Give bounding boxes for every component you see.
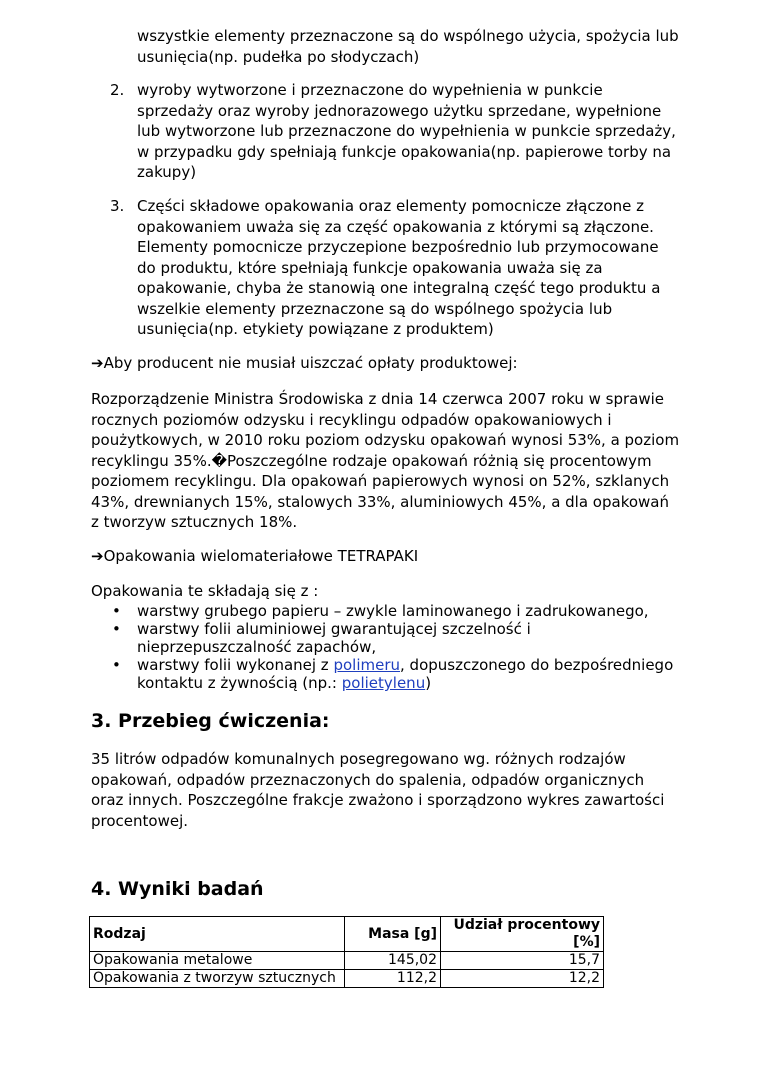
table-cell: 12,2 (441, 970, 604, 988)
bullet-text: warstwy folii wykonanej z (137, 656, 334, 674)
bullet-item-aluminium: warstwy folii aluminiowej gwarantującej szczelność i nieprzepuszczalność zapachów, (137, 620, 531, 656)
tetrapak-note-text: Opakowania wielomateriałowe TETRAPAKI (103, 547, 419, 565)
table-cell: 112,2 (345, 970, 441, 988)
producer-note (91, 353, 681, 374)
table-cell: 145,02 (345, 952, 441, 970)
list-item-3: Części składowe opakowania oraz elementy pomocnicze złączone z opakowaniem uważa się za część opakowania z którymi są złączone. Elementy pomocnicze przyczepione bezpośrednio lub przymocowane do produktu, które spełniają funkcje opakowania uważa się za opakowanie, chyba że stanowią one integralną część tego produktu a wszelkie elementy przeznaczone są do wspólnego spożycia lub usunięcia(np. etykiety powiązane z produktem) (137, 197, 661, 338)
tetrapak-intro: Opakowania te składają się z : (91, 582, 319, 600)
list-number-2: 2. (110, 81, 125, 99)
list-item-2: wyroby wytworzone i przeznaczone do wypełnienia w punkcie sprzedaży oraz wyroby jednorazowego użytku sprzedane, wypełnione lub wytworzone lub przeznaczone do wypełnienia w punkcie sprzedaży, w przypadku gdy spełniają funkcje opakowania(np. papierowe torby na zakupy) (137, 81, 676, 181)
bullet-item-paper: warstwy grubego papieru – zwykle laminowanego i zadrukowanego, (137, 602, 649, 620)
list-item-1-continuation: wszystkie elementy przeznaczone są do wspólnego użycia, spożycia lub usunięcia(np. pudełka po słodyczach) (137, 27, 679, 66)
bullet-icon: • (112, 602, 121, 620)
regulation-paragraph: Rozporządzenie Ministra Środowiska z dnia 14 czerwca 2007 roku w sprawie rocznych poziomów odzysku i recyklingu odpadów opakowaniowych i poużytkowych, w 2010 roku poziom odzysku opakowań wynosi 53%, a poziom recyklingu 35%.�Poszczególne rodzaje opakowań różnią się procentowym poziomem recyklingu. Dla opakowań papierowych wynosi on 52%, szklanych 43%, drewnianych 15%, stalowych 33%, aluminiowych 45%, a dla opakowań z tworzyw sztucznych 18%. (91, 390, 680, 531)
results-table (89, 916, 604, 988)
header-rodzaj: Rodzaj (90, 917, 345, 952)
table-row (90, 952, 604, 970)
section-3-text: 35 litrów odpadów komunalnych posegregowano wg. różnych rodzajów opakowań, odpadów przeznaczonych do spalenia, odpadów organicznych oraz innych. Poszczególne frakcje zważono i sporządzono wykres zawartości procentowej. (91, 750, 665, 830)
bullet-icon: • (112, 620, 121, 638)
link-polimer[interactable]: polimeru (333, 656, 401, 674)
table-cell: 15,7 (441, 952, 604, 970)
table-header-row (90, 917, 604, 952)
table-row (90, 970, 604, 988)
producer-note-text: Aby producent nie musiał uiszczać opłaty produktowej: (103, 354, 518, 372)
arrow-icon: ➔ (91, 354, 104, 372)
section-4-heading: 4. Wyniki badań (91, 878, 264, 900)
list-number-3: 3. (110, 197, 125, 215)
tetrapak-note (91, 546, 681, 567)
bullet-text: , dopuszczonego do bezpośredniego kontaktu z żywnością (np.: (137, 656, 674, 692)
bullet-item-polymer (137, 656, 682, 692)
bullet-text: ) (425, 674, 432, 692)
table-cell: Opakowania z tworzyw sztucznych (90, 970, 345, 988)
table-cell: Opakowania metalowe (90, 952, 345, 970)
bullet-icon: • (112, 656, 121, 674)
header-udzial: Udział procentowy [%] (441, 917, 604, 952)
arrow-icon: ➔ (91, 547, 104, 565)
header-masa: Masa [g] (345, 917, 441, 952)
link-polietylen[interactable]: polietylenu (341, 674, 426, 692)
section-3-heading: 3. Przebieg ćwiczenia: (91, 710, 330, 732)
